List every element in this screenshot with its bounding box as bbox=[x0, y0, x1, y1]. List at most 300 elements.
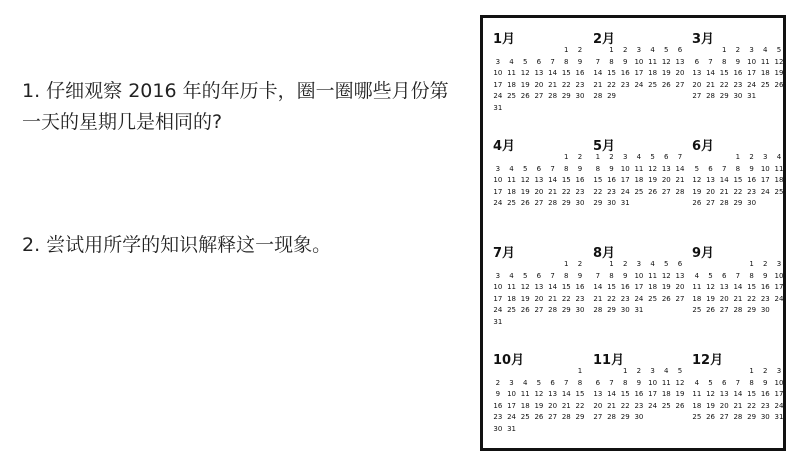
calendar-day: 1 bbox=[622, 367, 628, 375]
calendar-day: 16 bbox=[620, 283, 630, 292]
calendar-day: 26 bbox=[648, 187, 658, 196]
calendar-day: 29 bbox=[561, 306, 571, 315]
calendar-day: 13 bbox=[534, 176, 544, 185]
calendar-day: 16 bbox=[733, 69, 743, 78]
calendar-day: 2 bbox=[763, 367, 768, 375]
calendar-day: 30 bbox=[634, 413, 644, 422]
calendar-day: 7 bbox=[721, 164, 727, 173]
calendar-day: 19 bbox=[520, 80, 530, 89]
month-7 bbox=[491, 242, 587, 347]
calendar-day: 4 bbox=[694, 271, 700, 280]
calendar-day: 7 bbox=[550, 271, 555, 280]
calendar-day: 15 bbox=[561, 176, 571, 185]
calendar-day: 11 bbox=[760, 57, 770, 66]
calendar-day: 8 bbox=[595, 164, 601, 173]
calendar-day: 4 bbox=[522, 378, 528, 387]
calendar-day: 14 bbox=[719, 176, 729, 185]
calendar-day: 10 bbox=[493, 283, 503, 292]
calendar-day: 29 bbox=[561, 199, 571, 208]
calendar-day: 10 bbox=[774, 378, 784, 387]
calendar-day: 9 bbox=[577, 271, 583, 280]
calendar-day: 9 bbox=[622, 271, 628, 280]
calendar-day: 12 bbox=[520, 176, 530, 185]
month-1 bbox=[491, 28, 587, 133]
calendar-day: 11 bbox=[507, 283, 516, 292]
calendar-day: 2 bbox=[622, 260, 628, 268]
calendar-day: 25 bbox=[760, 80, 770, 89]
calendar-day: 9 bbox=[763, 378, 768, 387]
calendar-day: 20 bbox=[593, 401, 603, 410]
calendar-day: 20 bbox=[661, 176, 671, 185]
calendar-day: 5 bbox=[694, 164, 700, 173]
calendar-day: 15 bbox=[575, 390, 585, 399]
month-4 bbox=[491, 135, 587, 240]
calendar-day: 5 bbox=[536, 378, 542, 387]
calendar-day: 5 bbox=[664, 46, 669, 54]
calendar-day: 13 bbox=[675, 57, 685, 66]
calendar-day: 16 bbox=[575, 176, 585, 185]
calendar-day: 12 bbox=[706, 283, 715, 292]
month-title: 1月 bbox=[493, 32, 516, 47]
calendar-day: 31 bbox=[747, 92, 757, 101]
calendar-day: 8 bbox=[564, 164, 569, 173]
calendar-day: 30 bbox=[760, 306, 770, 315]
calendar-day: 12 bbox=[774, 57, 784, 66]
month-title: 9月 bbox=[692, 246, 715, 261]
calendar-day: 11 bbox=[692, 390, 702, 399]
calendar-day: 14 bbox=[706, 69, 715, 78]
calendar-day: 2 bbox=[636, 367, 642, 375]
calendar-day: 23 bbox=[607, 187, 616, 196]
calendar-day: 3 bbox=[509, 378, 514, 387]
calendar-day: 13 bbox=[719, 283, 729, 292]
calendar-day: 28 bbox=[593, 92, 603, 101]
month-12 bbox=[690, 349, 786, 454]
calendar-day: 28 bbox=[675, 187, 685, 196]
calendar-day: 10 bbox=[747, 57, 757, 66]
calendar-day: 18 bbox=[507, 187, 516, 196]
calendar-day: 23 bbox=[733, 80, 743, 89]
calendar-day: 20 bbox=[534, 187, 544, 196]
calendar-day: 26 bbox=[774, 80, 784, 89]
calendar-day: 1 bbox=[749, 367, 754, 375]
calendar-day: 8 bbox=[609, 57, 614, 66]
calendar-day: 7 bbox=[595, 271, 601, 280]
calendar-day: 22 bbox=[719, 80, 729, 89]
calendar-day: 3 bbox=[749, 46, 754, 54]
calendar-day: 1 bbox=[609, 260, 614, 268]
calendar-day: 31 bbox=[493, 317, 503, 326]
calendar-day: 24 bbox=[774, 401, 784, 410]
calendar-day: 10 bbox=[634, 57, 644, 66]
calendar-day: 10 bbox=[648, 378, 658, 387]
calendar-day: 27 bbox=[719, 306, 729, 315]
calendar-day: 1 bbox=[749, 260, 754, 268]
calendar-day: 23 bbox=[760, 294, 770, 303]
month-title: 2月 bbox=[593, 32, 616, 47]
calendar-day: 24 bbox=[634, 294, 644, 303]
calendar-day: 30 bbox=[620, 306, 630, 315]
calendar-day: 7 bbox=[595, 57, 601, 66]
calendar-day: 6 bbox=[708, 164, 713, 173]
calendar-day: 9 bbox=[609, 164, 614, 173]
calendar-day: 20 bbox=[719, 294, 729, 303]
calendar-day: 7 bbox=[708, 57, 713, 66]
calendar-day: 18 bbox=[661, 390, 671, 399]
calendar-day: 22 bbox=[575, 401, 585, 410]
calendar-day: 30 bbox=[493, 424, 503, 433]
calendar-day: 6 bbox=[595, 378, 601, 387]
calendar-day: 15 bbox=[607, 283, 616, 292]
calendar-day: 15 bbox=[747, 283, 757, 292]
month-title: 12月 bbox=[692, 353, 724, 368]
calendar-day: 6 bbox=[694, 57, 700, 66]
calendar-day: 16 bbox=[575, 69, 585, 78]
calendar-day: 26 bbox=[534, 413, 544, 422]
month-title: 5月 bbox=[593, 139, 616, 154]
calendar-day: 19 bbox=[520, 187, 530, 196]
calendar-day: 18 bbox=[692, 401, 702, 410]
calendar-day: 18 bbox=[507, 294, 516, 303]
month-title: 6月 bbox=[692, 139, 715, 154]
calendar-day: 9 bbox=[495, 390, 501, 399]
calendar-day: 23 bbox=[493, 413, 503, 422]
calendar-day: 27 bbox=[534, 306, 544, 315]
calendar-day: 20 bbox=[548, 401, 558, 410]
calendar-day: 24 bbox=[760, 187, 770, 196]
calendar-day: 15 bbox=[733, 176, 743, 185]
calendar-day: 25 bbox=[774, 187, 784, 196]
calendar-day: 29 bbox=[561, 92, 571, 101]
calendar-day: 2 bbox=[609, 153, 614, 161]
calendar-day: 3 bbox=[622, 153, 628, 161]
calendar-day: 9 bbox=[636, 378, 642, 387]
month-title: 3月 bbox=[692, 32, 715, 47]
calendar-day: 24 bbox=[774, 294, 784, 303]
month-2 bbox=[591, 28, 687, 133]
calendar-day: 9 bbox=[763, 271, 768, 280]
calendar-day: 10 bbox=[493, 176, 503, 185]
calendar-day: 29 bbox=[747, 413, 757, 422]
calendar-day: 29 bbox=[620, 413, 630, 422]
calendar-day: 22 bbox=[607, 80, 616, 89]
calendar-day: 21 bbox=[593, 294, 603, 303]
calendar-day: 28 bbox=[719, 199, 729, 208]
calendar-day: 26 bbox=[692, 199, 702, 208]
calendar-day: 16 bbox=[575, 283, 585, 292]
calendar-day: 16 bbox=[620, 69, 630, 78]
calendar-day: 25 bbox=[507, 199, 516, 208]
calendar-day: 16 bbox=[634, 390, 644, 399]
calendar-day: 28 bbox=[607, 413, 616, 422]
calendar-day: 6 bbox=[536, 57, 542, 66]
calendar-day: 28 bbox=[548, 92, 558, 101]
calendar-day: 16 bbox=[607, 176, 616, 185]
calendar-day: 18 bbox=[648, 283, 658, 292]
calendar-day: 2 bbox=[763, 260, 768, 268]
calendar-day: 11 bbox=[648, 271, 658, 280]
calendar-day: 4 bbox=[509, 57, 514, 66]
calendar-day: 17 bbox=[493, 80, 503, 89]
calendar-day: 11 bbox=[634, 164, 644, 173]
month-days-grid bbox=[491, 45, 587, 115]
calendar-day: 22 bbox=[593, 187, 603, 196]
calendar-day: 13 bbox=[692, 69, 702, 78]
calendar-day: 8 bbox=[577, 378, 583, 387]
calendar-day: 27 bbox=[548, 413, 558, 422]
calendar-day: 5 bbox=[708, 378, 713, 387]
calendar-day: 13 bbox=[661, 164, 671, 173]
month-days-grid bbox=[491, 259, 587, 329]
month-title: 7月 bbox=[493, 246, 516, 261]
calendar-day: 11 bbox=[774, 164, 784, 173]
calendar-day: 7 bbox=[677, 153, 683, 161]
calendar-day: 8 bbox=[622, 378, 628, 387]
month-days-grid bbox=[690, 152, 786, 210]
calendar-day: 19 bbox=[706, 294, 715, 303]
calendar-day: 8 bbox=[564, 57, 569, 66]
calendar-day: 18 bbox=[634, 176, 644, 185]
calendar-day: 12 bbox=[692, 176, 702, 185]
calendar-day: 15 bbox=[747, 390, 757, 399]
calendar-day: 7 bbox=[550, 164, 555, 173]
calendar-day: 14 bbox=[733, 390, 743, 399]
calendar-day: 17 bbox=[648, 390, 658, 399]
calendar-day: 19 bbox=[534, 401, 544, 410]
calendar-day: 3 bbox=[636, 260, 642, 268]
calendar-day: 17 bbox=[493, 294, 503, 303]
calendar-day: 27 bbox=[675, 80, 685, 89]
calendar-day: 3 bbox=[776, 367, 782, 375]
calendar-day: 14 bbox=[548, 176, 558, 185]
calendar-day: 14 bbox=[548, 69, 558, 78]
calendar-day: 24 bbox=[493, 306, 503, 315]
calendar-day: 29 bbox=[607, 306, 616, 315]
calendar-day: 28 bbox=[706, 92, 715, 101]
calendar-day: 28 bbox=[548, 199, 558, 208]
month-days-grid bbox=[491, 152, 587, 210]
calendar-day: 2 bbox=[577, 260, 583, 268]
calendar-day: 9 bbox=[735, 57, 741, 66]
calendar-day: 27 bbox=[692, 92, 702, 101]
calendar-day: 20 bbox=[692, 80, 702, 89]
calendar-day: 30 bbox=[733, 92, 743, 101]
calendar-day: 1 bbox=[609, 46, 614, 54]
month-6 bbox=[690, 135, 786, 240]
calendar-day: 1 bbox=[564, 153, 569, 161]
calendar-day: 14 bbox=[561, 390, 571, 399]
calendar-day: 5 bbox=[664, 260, 669, 268]
month-days-grid bbox=[591, 366, 687, 424]
calendar-day: 23 bbox=[620, 294, 630, 303]
calendar-day: 22 bbox=[747, 294, 757, 303]
calendar-day: 10 bbox=[620, 164, 630, 173]
calendar-day: 15 bbox=[620, 390, 630, 399]
calendar-day: 1 bbox=[595, 153, 601, 161]
month-8 bbox=[591, 242, 687, 347]
calendar-day: 6 bbox=[721, 378, 727, 387]
calendar-day: 13 bbox=[706, 176, 715, 185]
calendar-day: 12 bbox=[675, 378, 685, 387]
calendar-day: 22 bbox=[747, 401, 757, 410]
calendar-day: 29 bbox=[733, 199, 743, 208]
calendar-day: 17 bbox=[634, 283, 644, 292]
calendar-day: 9 bbox=[577, 164, 583, 173]
calendar-day: 3 bbox=[650, 367, 655, 375]
calendar-day: 19 bbox=[661, 69, 671, 78]
calendar-day: 28 bbox=[593, 306, 603, 315]
calendar-day: 19 bbox=[648, 176, 658, 185]
calendar-day: 8 bbox=[749, 271, 754, 280]
calendar-day: 8 bbox=[564, 271, 569, 280]
calendar-day: 23 bbox=[575, 80, 585, 89]
calendar-day: 15 bbox=[607, 69, 616, 78]
calendar-day: 5 bbox=[522, 57, 528, 66]
calendar-day: 17 bbox=[774, 283, 784, 292]
calendar-day: 24 bbox=[507, 413, 516, 422]
calendar-day: 6 bbox=[721, 271, 727, 280]
calendar-day: 26 bbox=[520, 199, 530, 208]
calendar-day: 29 bbox=[719, 92, 729, 101]
calendar-day: 10 bbox=[760, 164, 770, 173]
calendar-day: 20 bbox=[706, 187, 715, 196]
calendar-day: 28 bbox=[561, 413, 571, 422]
calendar-day: 14 bbox=[593, 283, 603, 292]
calendar-day: 15 bbox=[719, 69, 729, 78]
calendar-day: 21 bbox=[548, 187, 558, 196]
calendar-day: 25 bbox=[648, 294, 658, 303]
month-days-grid bbox=[690, 45, 786, 103]
calendar-day: 27 bbox=[593, 413, 603, 422]
calendar-day: 19 bbox=[706, 401, 715, 410]
calendar-day: 7 bbox=[735, 378, 741, 387]
calendar-day: 27 bbox=[661, 187, 671, 196]
calendar-day: 15 bbox=[561, 283, 571, 292]
calendar-day: 26 bbox=[520, 306, 530, 315]
calendar-day: 19 bbox=[675, 390, 685, 399]
calendar-day: 4 bbox=[509, 271, 514, 280]
calendar-day: 21 bbox=[548, 80, 558, 89]
calendar-day: 23 bbox=[747, 187, 757, 196]
calendar-day: 9 bbox=[749, 164, 754, 173]
calendar-day: 4 bbox=[763, 46, 768, 54]
calendar-day: 6 bbox=[664, 153, 669, 161]
calendar-day: 26 bbox=[706, 306, 715, 315]
calendar-day: 16 bbox=[747, 176, 757, 185]
calendar-day: 5 bbox=[522, 164, 528, 173]
calendar-day: 30 bbox=[760, 413, 770, 422]
calendar-day: 12 bbox=[661, 271, 671, 280]
calendar-day: 1 bbox=[721, 46, 727, 54]
calendar-day: 1 bbox=[564, 260, 569, 268]
month-9 bbox=[690, 242, 786, 347]
calendar-day: 27 bbox=[534, 199, 544, 208]
month-title: 10月 bbox=[493, 353, 525, 368]
calendar-day: 17 bbox=[507, 401, 516, 410]
calendar-day: 11 bbox=[692, 283, 702, 292]
calendar-day: 23 bbox=[760, 401, 770, 410]
calendar-day: 24 bbox=[620, 187, 630, 196]
calendar-day: 28 bbox=[548, 306, 558, 315]
month-title: 4月 bbox=[493, 139, 516, 154]
month-days-grid bbox=[591, 45, 687, 103]
calendar-day: 30 bbox=[607, 199, 616, 208]
calendar-day: 8 bbox=[749, 378, 754, 387]
calendar-day: 23 bbox=[575, 294, 585, 303]
calendar-day: 24 bbox=[747, 80, 757, 89]
calendar-day: 4 bbox=[694, 378, 700, 387]
calendar-day: 17 bbox=[747, 69, 757, 78]
calendar-day: 18 bbox=[507, 80, 516, 89]
calendar-day: 21 bbox=[607, 401, 616, 410]
month-days-grid bbox=[591, 152, 687, 210]
calendar-day: 25 bbox=[520, 413, 530, 422]
month-days-grid bbox=[690, 259, 786, 317]
calendar-day: 4 bbox=[636, 153, 642, 161]
calendar-day: 17 bbox=[760, 176, 770, 185]
calendar-day: 4 bbox=[650, 260, 655, 268]
calendar-day: 10 bbox=[493, 69, 503, 78]
calendar-day: 25 bbox=[507, 306, 516, 315]
calendar-day: 6 bbox=[536, 164, 542, 173]
calendar-day: 28 bbox=[733, 413, 743, 422]
calendar-day: 20 bbox=[675, 69, 685, 78]
calendar-day: 21 bbox=[719, 187, 729, 196]
calendar-day: 11 bbox=[648, 57, 658, 66]
calendar-day: 4 bbox=[509, 164, 514, 173]
calendar-day: 24 bbox=[634, 80, 644, 89]
calendar-day: 31 bbox=[774, 413, 784, 422]
calendar-day: 24 bbox=[648, 401, 658, 410]
calendar-day: 4 bbox=[776, 153, 782, 161]
calendar-day: 13 bbox=[534, 69, 544, 78]
calendar-day: 26 bbox=[661, 80, 671, 89]
calendar-day: 4 bbox=[650, 46, 655, 54]
calendar-day: 30 bbox=[747, 199, 757, 208]
calendar-day: 4 bbox=[664, 367, 669, 375]
calendar-day: 9 bbox=[622, 57, 628, 66]
calendar-day: 10 bbox=[774, 271, 784, 280]
calendar-day: 18 bbox=[520, 401, 530, 410]
month-10 bbox=[491, 349, 587, 454]
calendar-day: 16 bbox=[493, 401, 503, 410]
calendar-day: 13 bbox=[534, 283, 544, 292]
calendar-day: 17 bbox=[634, 69, 644, 78]
calendar-day: 12 bbox=[520, 283, 530, 292]
calendar-day: 31 bbox=[493, 103, 503, 112]
calendar-day: 19 bbox=[520, 294, 530, 303]
calendar-day: 29 bbox=[575, 413, 585, 422]
calendar-day: 2 bbox=[577, 153, 583, 161]
calendar-day: 14 bbox=[733, 283, 743, 292]
calendar-day: 31 bbox=[507, 424, 516, 433]
calendar-day: 21 bbox=[675, 176, 685, 185]
calendar-day: 30 bbox=[575, 199, 585, 208]
calendar-day: 15 bbox=[561, 69, 571, 78]
calendar-day: 21 bbox=[733, 294, 743, 303]
calendar-day: 25 bbox=[692, 413, 702, 422]
month-3 bbox=[690, 28, 786, 133]
calendar-day: 19 bbox=[774, 69, 784, 78]
calendar-day: 30 bbox=[575, 306, 585, 315]
calendar-day: 14 bbox=[607, 390, 616, 399]
calendar-day: 21 bbox=[548, 294, 558, 303]
calendar-day: 7 bbox=[735, 271, 741, 280]
calendar-day: 9 bbox=[577, 57, 583, 66]
calendar-day: 12 bbox=[661, 57, 671, 66]
calendar-day: 12 bbox=[520, 69, 530, 78]
calendar-day: 16 bbox=[760, 283, 770, 292]
